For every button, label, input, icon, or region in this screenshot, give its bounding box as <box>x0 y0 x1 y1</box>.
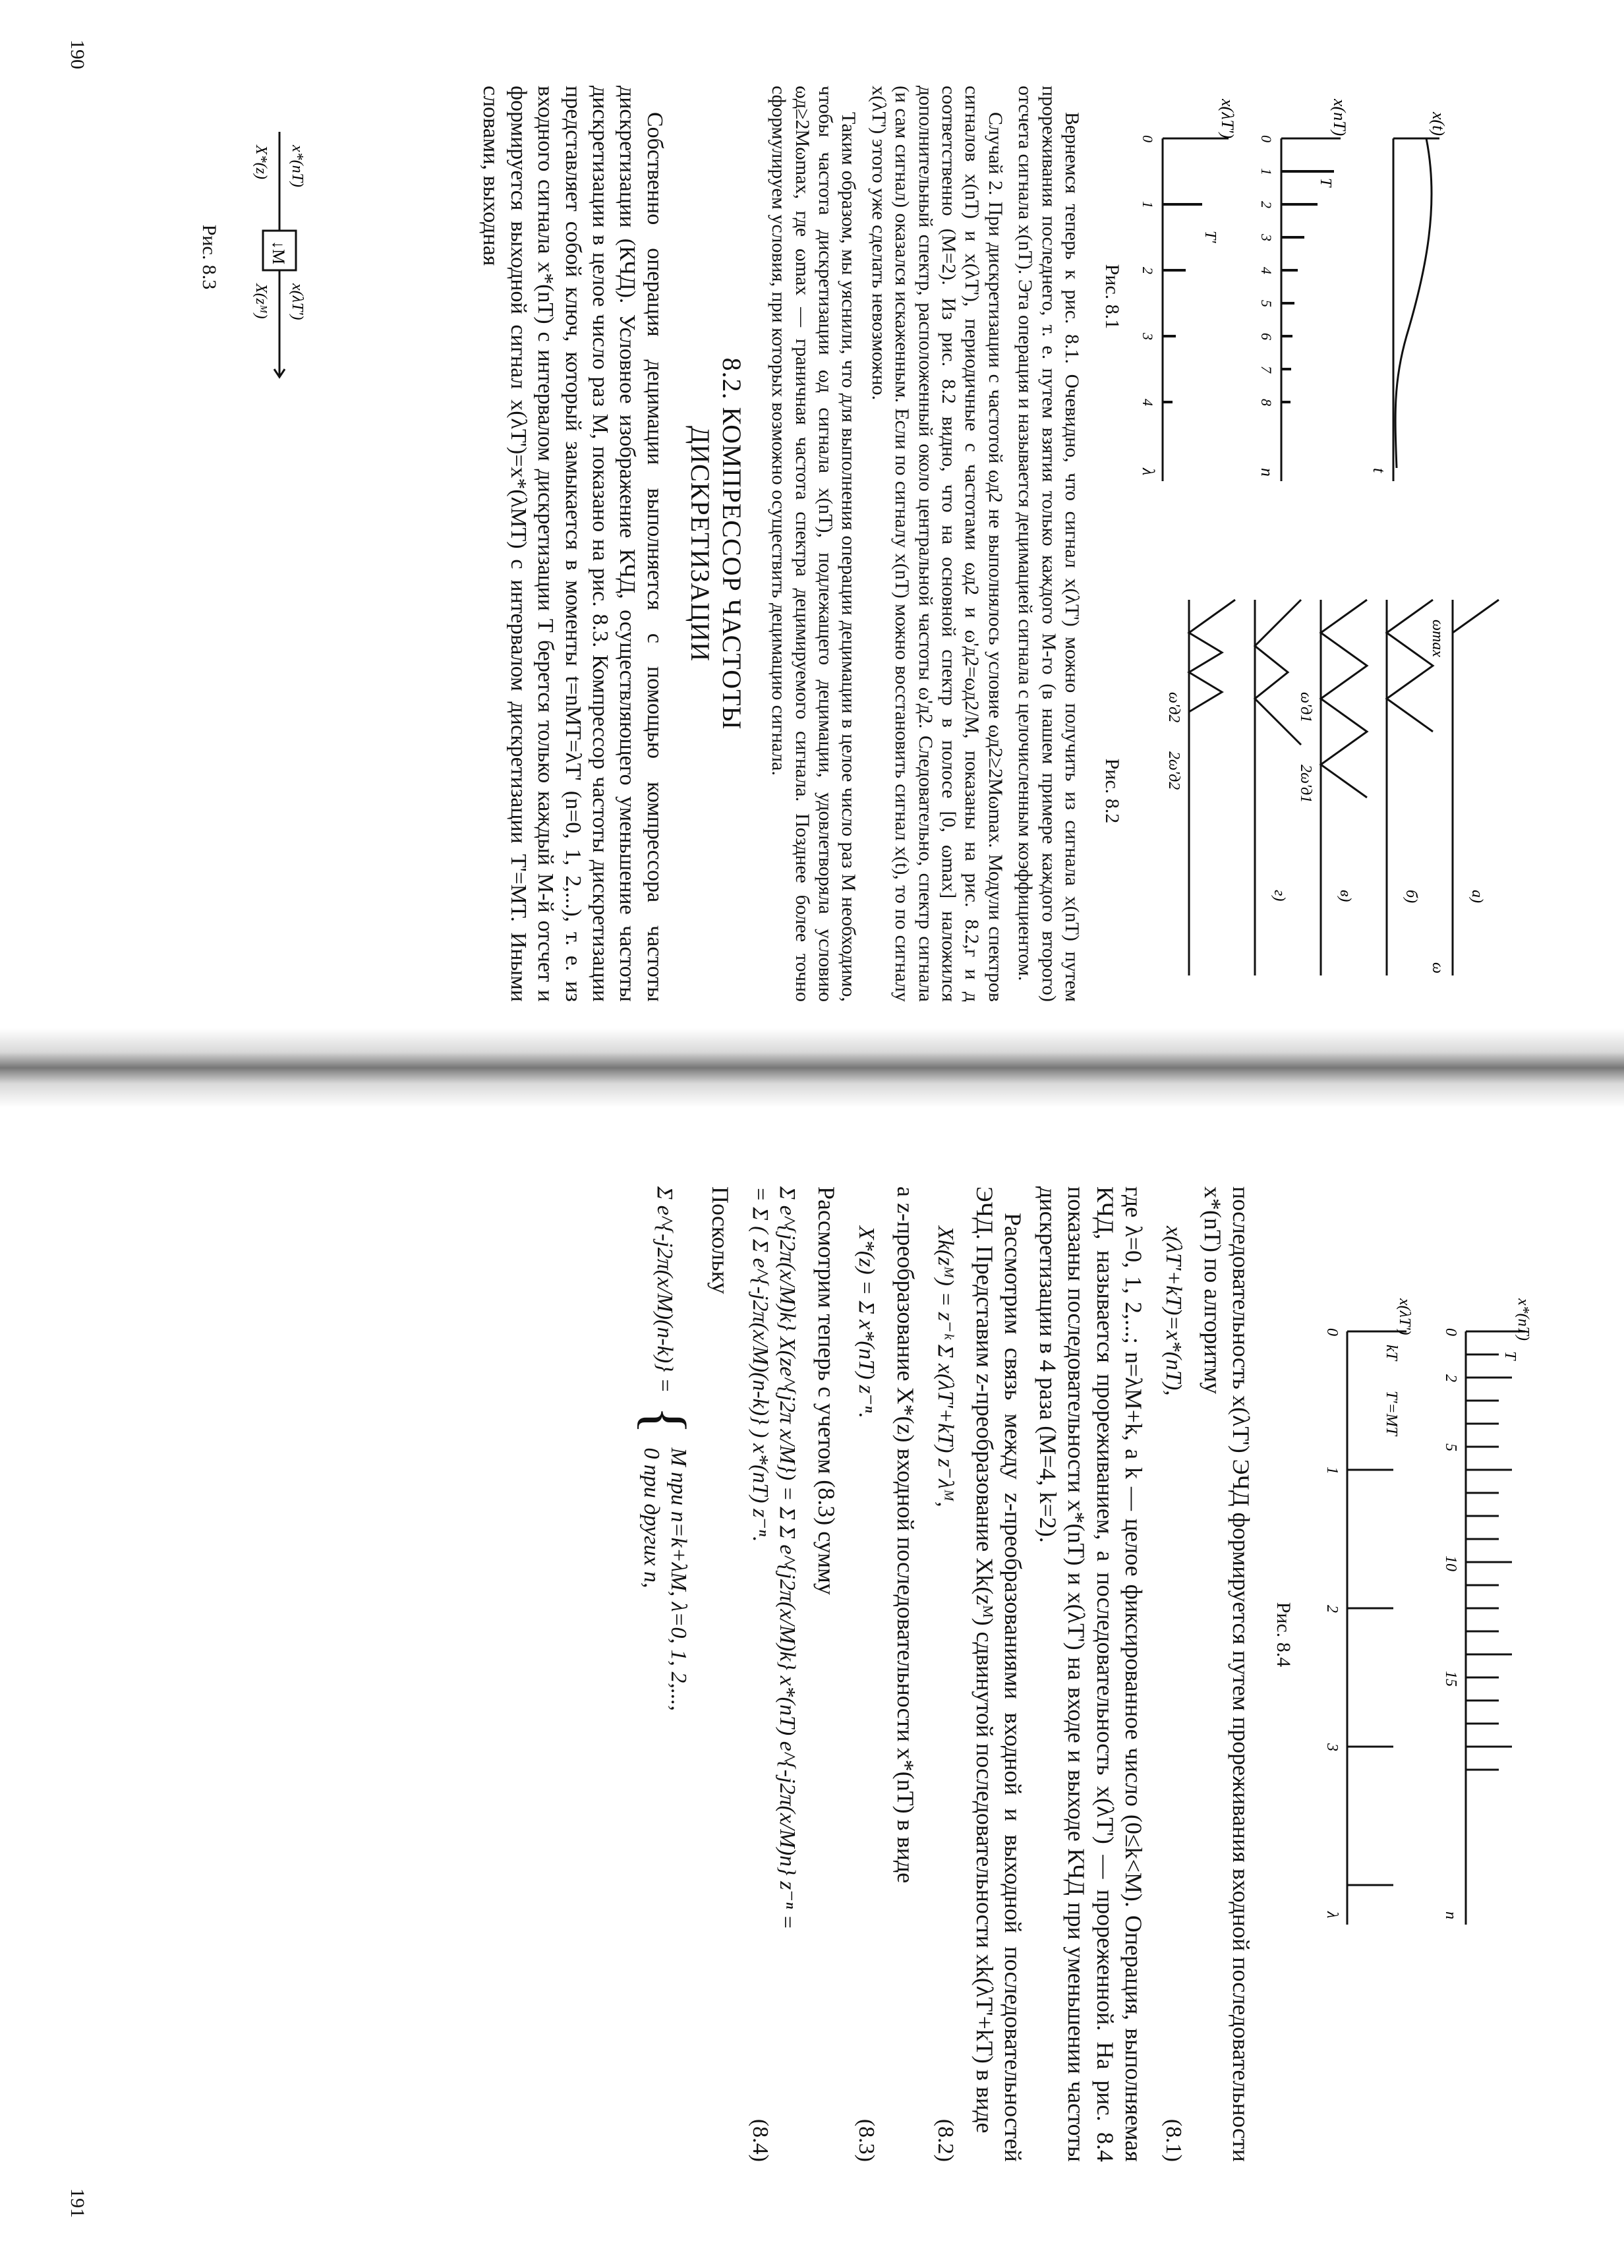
fig81-xlT-label: x(λT') <box>1218 99 1237 139</box>
fig81-tick-n8: 8 <box>1258 399 1275 406</box>
fig84-T-label: T <box>1501 1351 1519 1360</box>
fig81-n-label: n <box>1258 468 1277 477</box>
fig84-n-label: n <box>1442 1911 1459 1919</box>
fig83-box-label: ↓M <box>269 241 288 265</box>
page-191 <box>0 1107 1624 2268</box>
fig82-a-label: а) <box>1468 890 1486 903</box>
fig81-tick-n1: 1 <box>1258 168 1275 175</box>
equation-8-1 <box>1159 1186 1186 2162</box>
equation-8-5 <box>631 1186 697 2162</box>
fig81-tick-n4: 4 <box>1258 267 1275 274</box>
section-title-line-2: ДИСКРЕТИЗАЦИИ <box>685 425 715 662</box>
fig81-t-label: t <box>1370 468 1389 473</box>
fig81-tick-l1: 1 <box>1140 201 1156 208</box>
fig84-TMT-label: T'=MT <box>1383 1391 1400 1436</box>
fig81-tick-l4: 4 <box>1140 399 1156 406</box>
fig81-T-label: T <box>1317 178 1334 187</box>
page-number-left: 190 <box>67 40 88 69</box>
fig82-omega-a: ω <box>1429 962 1446 974</box>
right-paragraph-3: Рассмотрим связь между z-преобразованиями входной и выходной последовательностей ЭЧД. Представим z-преобразование Xk(zᴹ) сдвинутой последовательности xk(λT'+kT) в виде <box>971 1186 1027 2162</box>
eq84-number: (8.4) <box>747 2118 772 2162</box>
fig84-xl-label: x(λT') <box>1396 1298 1413 1335</box>
fig83-caption: Рис. 8.3 <box>198 224 220 290</box>
fig84-caption: Рис. 8.4 <box>1273 1602 1294 1668</box>
right-paragraph-5: Рассмотрим теперь с учетом (8.3) сумму <box>813 1186 840 1595</box>
book-gutter <box>0 1028 1624 1107</box>
fig82-v-label: в) <box>1337 890 1354 902</box>
fig81-tick-l2: 2 <box>1140 267 1156 274</box>
right-paragraph-2: где λ=0, 1, 2,...; n=λM+k, а k — целое фиксированное число (0≤k<M). Операция, выполняемая КЧД, называется прореживанием, а последовательность x(λT') — прореженной. На рис. 8.4 показаны последовательности x*(nT) и x(λT') на входе и выходе КЧД при уменьшении частоты дискретизации в 4 раза (M=4, k=2). <box>1035 1186 1147 2162</box>
fig82-b-label: б) <box>1403 890 1420 904</box>
eq85-left: Σ e^{-j2π(x/M)(n-k)} = <box>652 1186 678 1393</box>
fig84-tick-n15: 15 <box>1442 1671 1459 1687</box>
fig81-Tprime-label: T' <box>1202 231 1219 243</box>
equation-8-3 <box>852 1186 879 2162</box>
fig84-tick-l2: 2 <box>1323 1605 1341 1613</box>
section-body-text: Собственно операция децимации выполняется с помощью компрессора частоты дискретизации (КЧД). Условное изображение КЧД, осуществляющего уменьшение частоты дискретизации в целое число раз M, показано на рис. 8.3. Компрессор частоты дискретизации представляет собой ключ, который замыкается в моменты t=nMT=λT' (n=0, 1, 2,...), т. е. из входного сигнала x*(nT) с интервалом дискретизации T берется только каждый M-й отсчет и формируется выходной сигнал x(λT')=x*(λMT) с интервалом дискретизации T'=MT. Иными словами, выходная <box>478 86 667 1002</box>
fig81-caption: Рис. 8.1 <box>1101 264 1123 330</box>
eq82-number: (8.2) <box>933 2118 958 2162</box>
fig81-xt-label: x(t) <box>1429 112 1448 136</box>
fig82-wd1-label: ω'д1 <box>1297 692 1314 723</box>
fig81-lambda-label: λ <box>1139 468 1158 476</box>
fig81-tick-n6: 6 <box>1258 333 1275 340</box>
fig84-tick-l3: 3 <box>1323 1743 1341 1751</box>
page-190 <box>0 0 1624 1028</box>
fig84-tick-n10: 10 <box>1442 1556 1459 1571</box>
eq84-line-2: = Σ ( Σ e^{-j2π(x/M)(n-k)} ) x*(nT) z⁻ⁿ. <box>747 1186 772 1542</box>
eq81-number: (8.1) <box>1161 2118 1186 2162</box>
equation-8-2 <box>931 1186 958 2162</box>
fig81-xnT-label: x(nT) <box>1330 99 1349 136</box>
fig81-tick-n5: 5 <box>1258 300 1275 307</box>
right-paragraph-1: последовательность x(λT') ЭЧД формируется путем прореживания входной последовательности x*(nT) по алгоритму <box>1199 1186 1254 2162</box>
left-paragraph-3: Таким образом, мы уяснили, что для выполнения операции децимации в целое число раз M необходимо, чтобы частота дискретизации ωд сигнала x(nT), подлежащего децимации, удовлетворяла условию ωд≥2Mωmax, где ωmax — граничная частота спектра децимируемого сигнала. Позднее более точно сформулируем условия, при которых возможно осуществить децимацию сигнала. <box>768 86 860 1002</box>
fig82-2wd2-label: 2ω'д2 <box>1165 751 1182 790</box>
right-paragraph-4: а z-преобразование X*(z) входной последовательности x*(nT) в виде <box>892 1186 919 1884</box>
fig82-wd2-label: ω'д2 <box>1165 692 1182 723</box>
fig84-lambda-label: λ <box>1323 1911 1341 1919</box>
eq85-brace: { <box>631 1406 697 1435</box>
fig83-in-bottom: X*(z) <box>252 145 270 179</box>
left-paragraph-2: Случай 2. При дискретизации с частотой ωд2 не выполнялось условие ωд2≥2Mωmax. Модули спектров сигналов x(nT) и x(λT'), периодичные с частотами ωд2 и ω'д2=ωд2/M, показаны на рис. 8.2,г и д соответственно (M=2). Из рис. 8.2 видно, что на основной спектр в полосе [0, ωmax] наложился дополнительный спектр, расположенный около центральной частоты ω'д2. Следовательно, спектр сигнала (и сам сигнал) оказался искаженным. Если по сигналу x(nT) можно восстановить сигнал x(t), то по сигналу x(λT') этого уже сделать невозможно. <box>867 86 1006 1002</box>
fig84-tick-n2: 2 <box>1442 1374 1459 1382</box>
eq83-body: X*(z) = Σ x*(nT) z⁻ⁿ. <box>854 1226 879 1418</box>
figure-8-1 <box>1136 99 1453 501</box>
fig81-tick-l3: 3 <box>1140 333 1156 340</box>
right-paragraph-6: Поскольку <box>707 1186 734 1294</box>
left-text-column <box>471 86 1084 1002</box>
section-title-line-1: 8.2. КОМПРЕССОР ЧАСТОТЫ <box>716 357 747 730</box>
page-number-right: 191 <box>67 2188 88 2218</box>
figure-8-4 <box>1294 1292 1545 1951</box>
fig84-tick-l1: 1 <box>1323 1467 1341 1474</box>
eq84-line-1: Σ e^{j2π(x/M)k} X(ze^{j2π x/M}) = Σ Σ e^{j2π(x/M)k} x*(nT) e^{-j2π(x/M)n} z⁻ⁿ = <box>774 1186 799 1930</box>
fig81-tick-n2: 2 <box>1258 201 1275 208</box>
fig82-wmax-label: ωmax <box>1429 620 1446 657</box>
fig84-tick-n0: 0 <box>1442 1328 1459 1336</box>
fig82-2wd1-label: 2ω'д1 <box>1297 765 1314 803</box>
fig82-caption: Рис. 8.2 <box>1101 758 1123 824</box>
fig83-out-bottom: X(zᴹ) <box>252 283 270 319</box>
eq85-case-2: 0 при других n, <box>639 1447 664 1588</box>
fig82-g-label: г) <box>1271 890 1288 902</box>
fig83-out-top: x(λT') <box>289 283 306 320</box>
fig81-tick-n0: 0 <box>1258 135 1275 142</box>
eq81-body: x(λT'+kT)=x*(nT), <box>1161 1226 1186 1396</box>
eq83-number: (8.3) <box>854 2118 879 2162</box>
fig83-in-top: x*(nT) <box>289 145 306 187</box>
fig84-xs-label: x*(nT) <box>1515 1298 1532 1341</box>
figure-8-3 <box>227 119 332 395</box>
fig84-kT-label: kT <box>1383 1345 1400 1360</box>
eq82-body: Xk(zᴹ) = z⁻ᵏ Σ x(λT'+kT) z⁻λᴹ, <box>933 1226 958 1507</box>
fig84-tick-n5: 5 <box>1442 1443 1459 1451</box>
right-text-column <box>623 1186 1255 2162</box>
figure-8-2 <box>1143 593 1512 989</box>
fig81-tick-n3: 3 <box>1258 234 1275 241</box>
fig81-tick-n7: 7 <box>1258 366 1275 373</box>
left-paragraph-1: Вернемся теперь к рис. 8.1. Очевидно, что сигнал x(λT') можно получить из сигнала x(nT) путем прореживания последнего, т. е. путем взятия только каждого M-го (в нашем примере каждого второго) отсчета сигнала x(nT). Эта операция и называется децимацией сигнала с целочисленным коэффициентом. <box>1014 86 1083 1002</box>
fig84-tick-l0: 0 <box>1323 1328 1341 1336</box>
eq85-case-1: M при n=k+λM, λ=0, 1, 2,..., <box>666 1447 691 1711</box>
equation-8-4 <box>746 1186 800 2162</box>
fig81-tick-l0: 0 <box>1140 135 1156 142</box>
